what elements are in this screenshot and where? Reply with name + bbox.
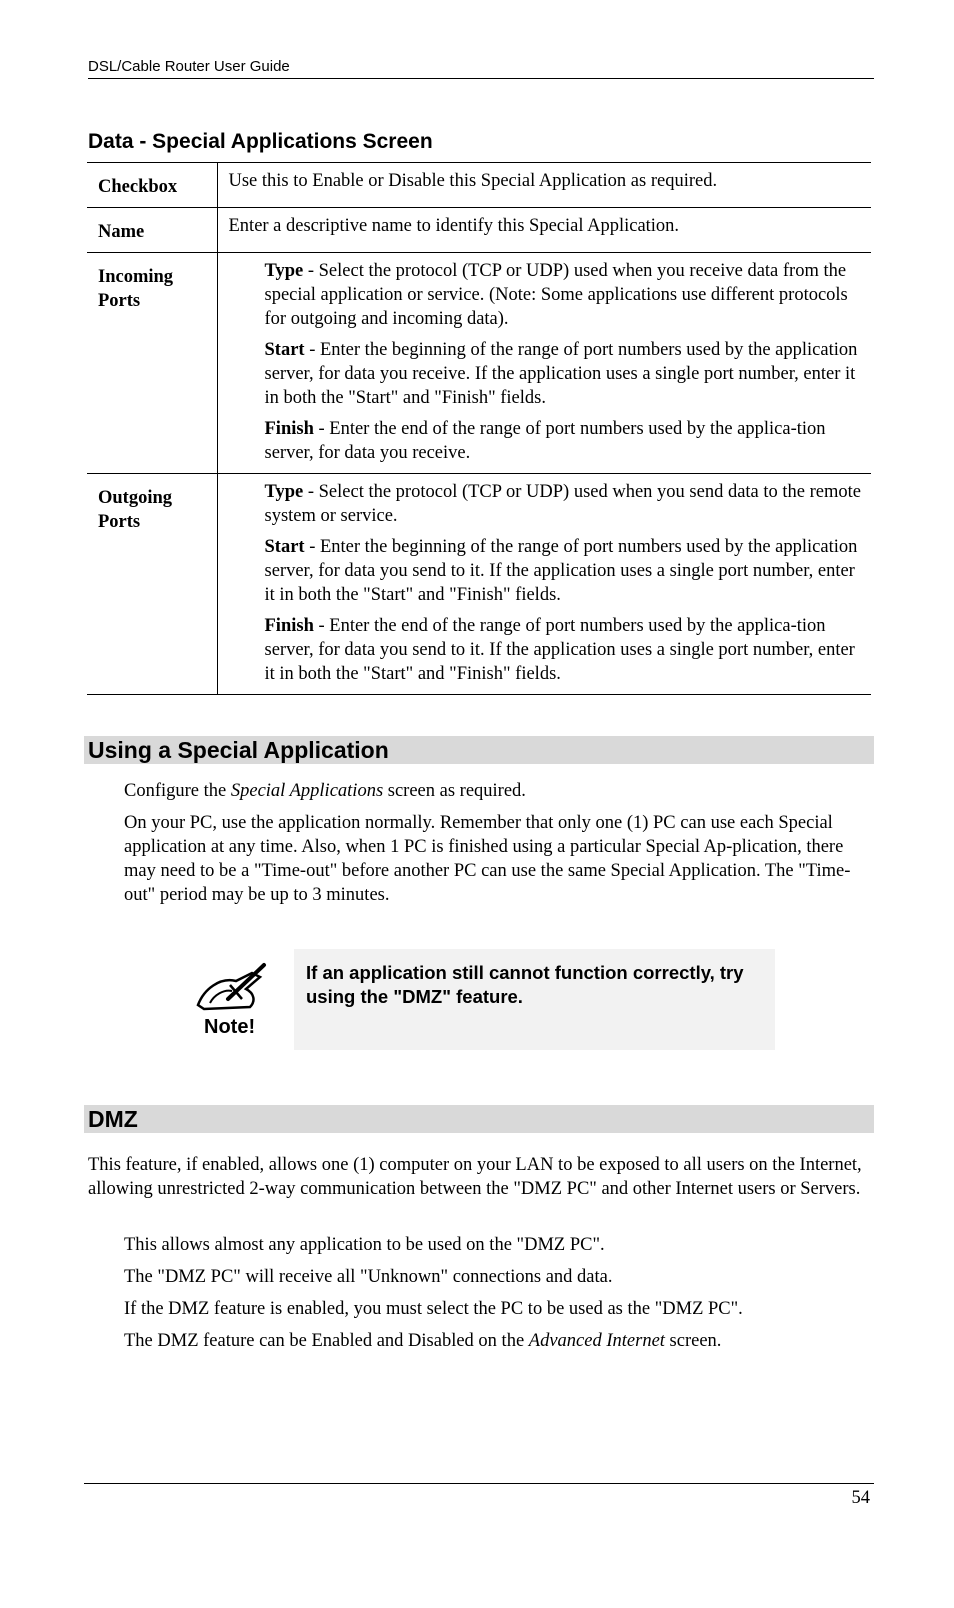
dmz-intro xyxy=(88,1153,874,1209)
paragraph: If the DMZ feature is enabled, you must select the PC to be used as the "DMZ PC". xyxy=(124,1299,743,1319)
description-paragraph xyxy=(265,417,862,465)
section-heading-special-application: Using a Special Application xyxy=(84,736,874,764)
field-text: - Select the protocol (TCP or UDP) used when you receive data from the special application or service. (Note: Some applications use different protocols for outgoing and incoming data). xyxy=(264,261,848,329)
description-paragraph xyxy=(265,480,862,528)
row-description xyxy=(217,163,871,208)
table-row xyxy=(87,474,871,695)
paragraph xyxy=(124,779,869,803)
field-name: Type xyxy=(264,261,304,281)
field-name: Start xyxy=(264,537,305,557)
special-app-body xyxy=(124,779,869,915)
text-run: screen. xyxy=(664,1331,722,1351)
description-text: Enter a descriptive name to identify this Special Application. xyxy=(228,216,680,236)
dmz-details xyxy=(124,1233,869,1361)
footer-rule xyxy=(84,1483,874,1484)
paragraph xyxy=(124,1329,869,1353)
description-paragraph xyxy=(265,535,862,607)
field-text: - Enter the beginning of the range of port numbers used by the application server, for data you receive. If the application uses a single port number, enter it in both the "Start" and "Finish" fields. xyxy=(264,340,858,408)
row-label: Name xyxy=(87,208,217,253)
field-name: Type xyxy=(264,482,304,502)
text-run: Configure the xyxy=(124,781,231,801)
description-paragraph xyxy=(265,614,862,686)
row-description xyxy=(217,253,871,474)
table-title: Data - Special Applications Screen xyxy=(88,130,433,153)
description-paragraph xyxy=(265,259,862,331)
row-label: Incoming Ports xyxy=(87,253,217,474)
row-label: Outgoing Ports xyxy=(87,474,217,695)
running-header: DSL/Cable Router User Guide xyxy=(88,58,874,79)
paragraph: On your PC, use the application normally. Remember that only one (1) PC can use each Special application at any time. Also, when 1 PC is finished using a particular Special Ap-plication, there may need to be a "Time-out" before another PC can use the same Special Application. The "Time-out" period may be up to 3 minutes. xyxy=(124,813,851,905)
field-text: - Enter the end of the range of port numbers used by the applica-tion server, for data you receive. xyxy=(264,419,826,463)
note-callout xyxy=(190,949,775,1050)
field-text: - Select the protocol (TCP or UDP) used when you send data to the remote system or service. xyxy=(264,482,862,526)
field-name: Finish xyxy=(264,616,314,636)
paragraph: This feature, if enabled, allows one (1) computer on your LAN to be exposed to all users on the Internet, allowing unrestricted 2-way communication between the "DMZ PC" and other Internet users or Servers. xyxy=(88,1155,862,1199)
field-name: Finish xyxy=(264,419,314,439)
field-text: - Enter the end of the range of port numbers used by the applica-tion server, for data you send to it. If the application uses a single port number, enter it in both the "Start" and "Finish" fields. xyxy=(264,616,855,684)
paragraph: This allows almost any application to be used on the "DMZ PC". xyxy=(124,1235,605,1255)
section-heading-dmz: DMZ xyxy=(84,1105,874,1133)
field-text: - Enter the beginning of the range of port numbers used by the application server, for data you send to it. If the application uses a single port number, enter it in both the "Start" and "Finish" fields. xyxy=(264,537,858,605)
row-description xyxy=(217,474,871,695)
table-row xyxy=(87,163,871,208)
emphasis-text: Special Applications xyxy=(230,781,384,801)
note-text: If an application still cannot function correctly, try using the "DMZ" feature. xyxy=(294,949,775,1050)
note-pen-icon xyxy=(190,959,270,1039)
emphasis-text: Advanced Internet xyxy=(528,1331,665,1351)
table-row xyxy=(87,208,871,253)
special-applications-table xyxy=(87,162,871,695)
page-number: 54 xyxy=(851,1488,870,1508)
paragraph: The "DMZ PC" will receive all "Unknown" connections and data. xyxy=(124,1267,613,1287)
text-run: The DMZ feature can be Enabled and Disabled on the xyxy=(124,1331,529,1351)
row-label: Checkbox xyxy=(87,163,217,208)
description-text: Use this to Enable or Disable this Special Application as required. xyxy=(228,171,718,191)
description-paragraph xyxy=(265,338,862,410)
text-run: screen as required. xyxy=(383,781,526,801)
row-description xyxy=(217,208,871,253)
field-name: Start xyxy=(264,340,305,360)
note-icon-label: Note! xyxy=(204,1016,256,1038)
table-row xyxy=(87,253,871,474)
